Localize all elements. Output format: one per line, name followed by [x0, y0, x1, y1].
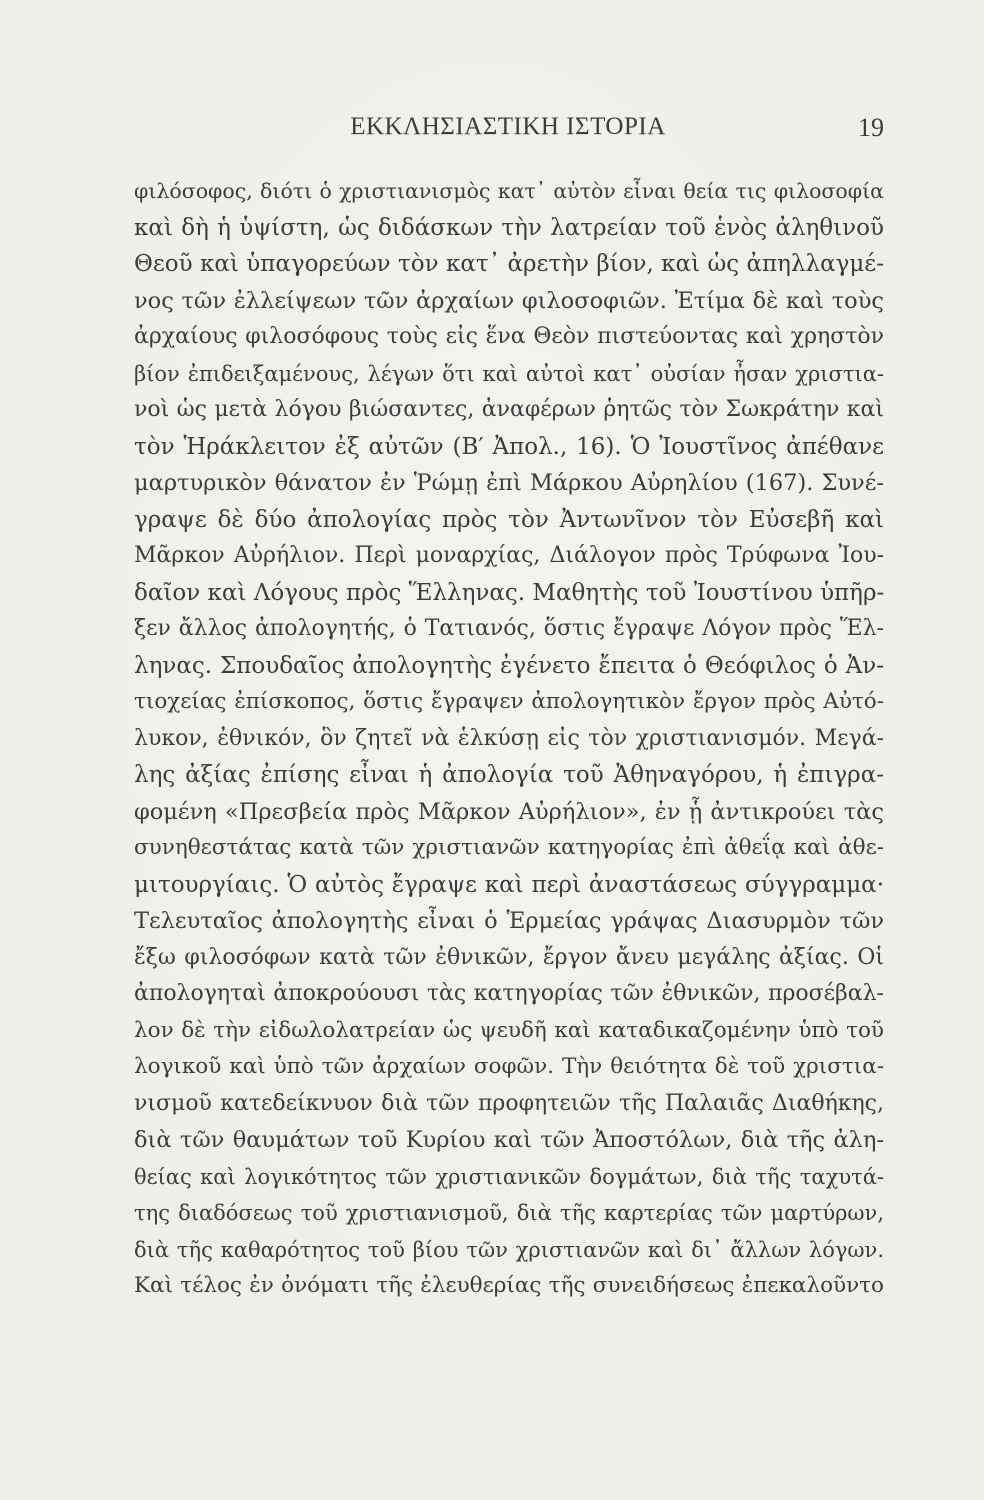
page-number: 19 — [858, 113, 884, 142]
text-line: λης ἀξίας ἐπίσης εἶναι ἡ ἀπολογία τοῦ Ἀθηναγόρου, ἡ ἐπιγρα- — [134, 762, 884, 788]
text-line: νοὶ ὡς μετὰ λόγου βιώσαντες, ἀναφέρων ῥητῶς τὸν Σωκράτην καὶ — [134, 397, 884, 422]
text-line: διὰ τῶν θαυμάτων τοῦ Κυρίου καὶ τῶν Ἀποστόλων, διὰ τῆς ἀλη- — [134, 1127, 884, 1153]
text-line: συνηθεστάτας κατὰ τῶν χριστιανῶν κατηγορίας ἐπὶ ἀθεΐᾳ καὶ ἀθε- — [134, 835, 884, 860]
text-line: τὸν Ἡράκλειτον ἐξ αὐτῶν (Β′ Ἀπολ., 16). Ὁ Ἰουστῖνος ἀπέθανε — [134, 433, 884, 460]
text-line: λογικοῦ καὶ ὑπὸ τῶν ἀρχαίων σοφῶν. Τὴν θειότητα δὲ τοῦ χριστια- — [134, 1054, 884, 1079]
text-line: ἀπολογηταὶ ἀποκρούουσι τὰς κατηγορίας τῶν ἐθνικῶν, προσέβαλ- — [134, 981, 884, 1006]
body-text — [134, 173, 884, 1305]
text-line: λον δὲ τὴν εἰδωλολατρείαν ὡς ψευδῆ καὶ καταδικαζομένην ὑπὸ τοῦ — [134, 1017, 884, 1043]
running-title: ΕΚΚΛΗΣΙΑΣΤΙΚΗ ΙΣΤΟΡΙΑ — [350, 113, 666, 140]
text-line: δαῖον καὶ Λόγους πρὸς Ἕλληνας. Μαθητὴς τοῦ Ἰουστίνου ὑπῆρ- — [134, 579, 885, 606]
text-line: λυκον, ἐθνικόν, ὃν ζητεῖ νὰ ἑλκύσῃ εἰς τὸν χριστιανισμόν. Μεγά- — [134, 725, 884, 751]
text-line: μαρτυρικὸν θάνατον ἐν Ῥώμῃ ἐπὶ Μάρκου Αὐρηλίου (167). Συνέ- — [134, 470, 884, 496]
text-line: θείας καὶ λογικότητος τῶν χριστιανικῶν δογμάτων, διὰ τῆς ταχυτά- — [134, 1164, 884, 1189]
text-line: μιτουργίαις. Ὁ αὐτὸς ἔγραψε καὶ περὶ ἀναστάσεως σύγγραμμα· — [134, 871, 884, 898]
text-line: ἀρχαίους φιλοσόφους τοὺς εἰς ἕνα Θεὸν πιστεύοντας καὶ χρηστὸν — [134, 324, 884, 349]
text-line: φομένη «Πρεσβεία πρὸς Μᾶρκον Αὐρήλιον», ἐν ᾗ ἀντικρούει τὰς — [134, 798, 884, 825]
text-line: καὶ δὴ ἡ ὑψίστη, ὡς διδάσκων τὴν λατρείαν τοῦ ἑνὸς ἀληθινοῦ — [134, 214, 884, 241]
text-line: Μᾶρκον Αὐρήλιον. Περὶ μοναρχίας, Διάλογον πρὸς Τρύφωνα Ἰου- — [134, 543, 884, 568]
text-line: διὰ τῆς καθαρότητος τοῦ βίου τῶν χριστιανῶν καὶ δι᾽ ἄλλων λόγων. — [134, 1237, 884, 1262]
text-line: Θεοῦ καὶ ὑπαγορεύων τὸν κατ᾽ ἀρετὴν βίον, καὶ ὡς ἀπηλλαγμέ- — [134, 251, 884, 277]
text-line: φιλόσοφος, διότι ὁ χριστιανισμὸς κατ᾽ αὐτὸν εἶναι θεία τις φιλοσοφία — [134, 179, 884, 203]
text-line: της διαδόσεως τοῦ χριστιανισμοῦ, διὰ τῆς καρτερίας τῶν μαρτύρων, — [134, 1201, 884, 1225]
text-line: ληνας. Σπουδαῖος ἀπολογητὴς ἐγένετο ἔπειτα ὁ Θεόφιλος ὁ Ἀν- — [134, 652, 884, 679]
page-header — [132, 113, 884, 147]
text-line: τιοχείας ἐπίσκοπος, ὅστις ἔγραψεν ἀπολογητικὸν ἔργον πρὸς Αὐτό- — [134, 689, 884, 714]
text-line: Καὶ τέλος ἐν ὀνόματι τῆς ἐλευθερίας τῆς συνειδήσεως ἐπεκαλοῦντο — [134, 1273, 884, 1298]
text-line: ἔξω φιλοσόφων κατὰ τῶν ἐθνικῶν, ἔργον ἄνευ μεγάλης ἀξίας. Οἱ — [134, 944, 884, 970]
text-line: νισμοῦ κατεδείκνυον διὰ τῶν προφητειῶν τῆς Παλαιᾶς Διαθήκης, — [134, 1090, 884, 1116]
text-line: ξεν ἄλλος ἀπολογητής, ὁ Τατιανός, ὅστις ἔγραψε Λόγον πρὸς Ἕλ- — [134, 616, 884, 641]
text-line: Τελευταῖος ἀπολογητὴς εἶναι ὁ Ἑρμείας γράψας Διασυρμὸν τῶν — [134, 908, 884, 934]
text-line: νος τῶν ἐλλείψεων τῶν ἀρχαίων φιλοσοφιῶν. Ἐτίμα δὲ καὶ τοὺς — [134, 287, 884, 314]
text-line: γραψε δὲ δύο ἀπολογίας πρὸς τὸν Ἀντωνῖνον τὸν Εὐσεβῆ καὶ — [134, 506, 884, 533]
text-line: βίον ἐπιδειξαμένους, λέγων ὅτι καὶ αὐτοὶ κατ᾽ οὐσίαν ἦσαν χριστια- — [134, 361, 884, 386]
